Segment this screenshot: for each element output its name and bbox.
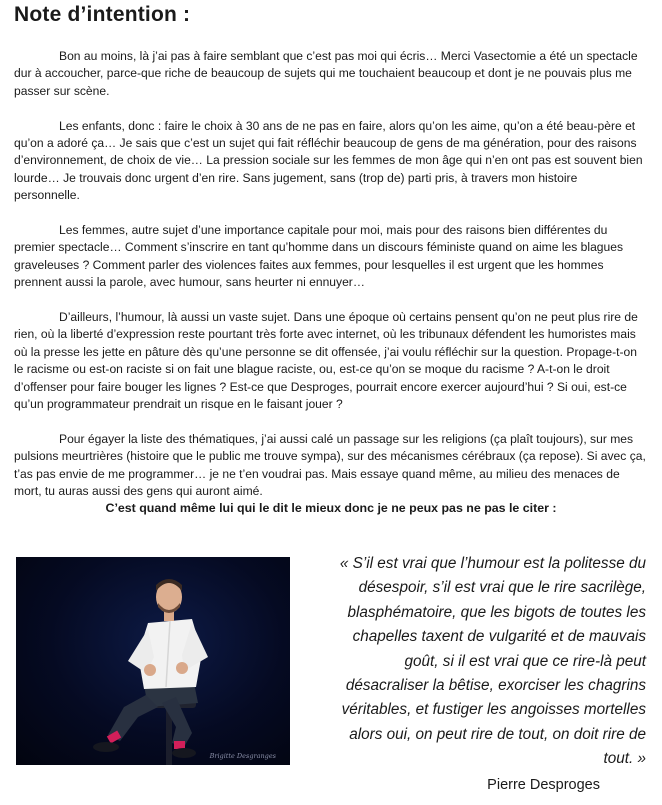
desproges-quote: « S’il est vrai que l’humour est la politesse du désespoir, s’il est vrai que le rire sacrilège, blasphématoire, que les bigots de toutes les chapelles taxent de vulgarité et de mauvais goût, si il est vrai que ce rire-là peut désacraliser la bêtise, exorciser les chagrins véritables, et fustiger les angoisses mortelles alors oui, on peut rire de tout, on doit rire de tout. » (339, 555, 646, 768)
photo-credit: Brigitte Desgranges (209, 752, 276, 760)
paragraph-children: Les enfants, donc : faire le choix à 30 ans de ne pas en faire, alors qu’on les aime, qu’on a été beau-père et qu’on a adoré ça… Je sais que c’est un sujet qui fait réfléchir beaucoup de gens de ma génération, pour des raisons d’environnement, de choix de vie… La pression sociale sur les femmes de mon âge qui n’en ont pas est souvent bien lourde… Je trouvais donc urgent d’en rire. Sans jugement, sans (trop de) parti pris, à travers mon histoire personnelle. (14, 118, 643, 203)
stage-photo (16, 557, 290, 765)
paragraph-women: Les femmes, autre sujet d’une importance capitale pour moi, mais pour des raisons bien différentes du premier spectacle… Comment s’inscrire en tant qu’homme dans un discours féministe quand on aime les blagues graveleuses ? Comment parler des violences faites aux femmes, pour lesquelles il est urgent que les hommes prennent aussi la parole, avec humour, sans heurter ni ennuyer… (14, 223, 624, 290)
quote-author: Pierre Desproges (487, 777, 600, 793)
paragraph-themes: Pour égayer la liste des thématiques, j’ai aussi calé un passage sur les religions (ça plaît toujours), sur mes pulsions meurtrières (histoire que le public me trouve sympa), sur des mécanismes cérébraux (ça repose). Si avec ça, t’as pas envie de me programmer… je ne t’en voudrai pas. Mais essaye quand même, au milieu des menaces de mort, tu auras aussi des gens qui auront aimé. (14, 431, 646, 499)
performer-illustration (16, 557, 290, 765)
page-title: Note d’intention : (14, 3, 191, 26)
paragraph-intro: Bon au moins, là j’ai pas à faire semblant que c’est pas moi qui écris… Merci Vasectomie a été un spectacle dur à accoucher, parce-que riche de beaucoup de sujets qui me touchaient beaucoup et dont je ne pouvais plus me passer sur scène. (14, 49, 638, 98)
intention-body (14, 48, 646, 518)
paragraph-humour: D’ailleurs, l’humour, là aussi un vaste sujet. Dans une époque où certains pensent qu’on ne peut plus rire de rien, où la liberté d’expression reste pourtant très forte avec internet, où les tribunaux défendent les humoristes mais où la presse les jette en pâture dès qu’une personne se dit offensée, j’ai voulu réfléchir sur la question. Propage-t-on le racisme ou est-on raciste si on fait une blague raciste, ou, est-ce qu’on se moque du racisme ? A-t-on le droit d’offenser pour faire bouger les lignes ? Est-ce que Desproges, pourrait encore exercer aujourd’hui ? Si oui, est-ce qu’un programmateur prendrait un risque en le faisant jouer ? (14, 310, 638, 412)
citation-intro: C’est quand même lui qui le dit le mieux donc je ne peux pas ne pas le citer : (105, 501, 557, 515)
